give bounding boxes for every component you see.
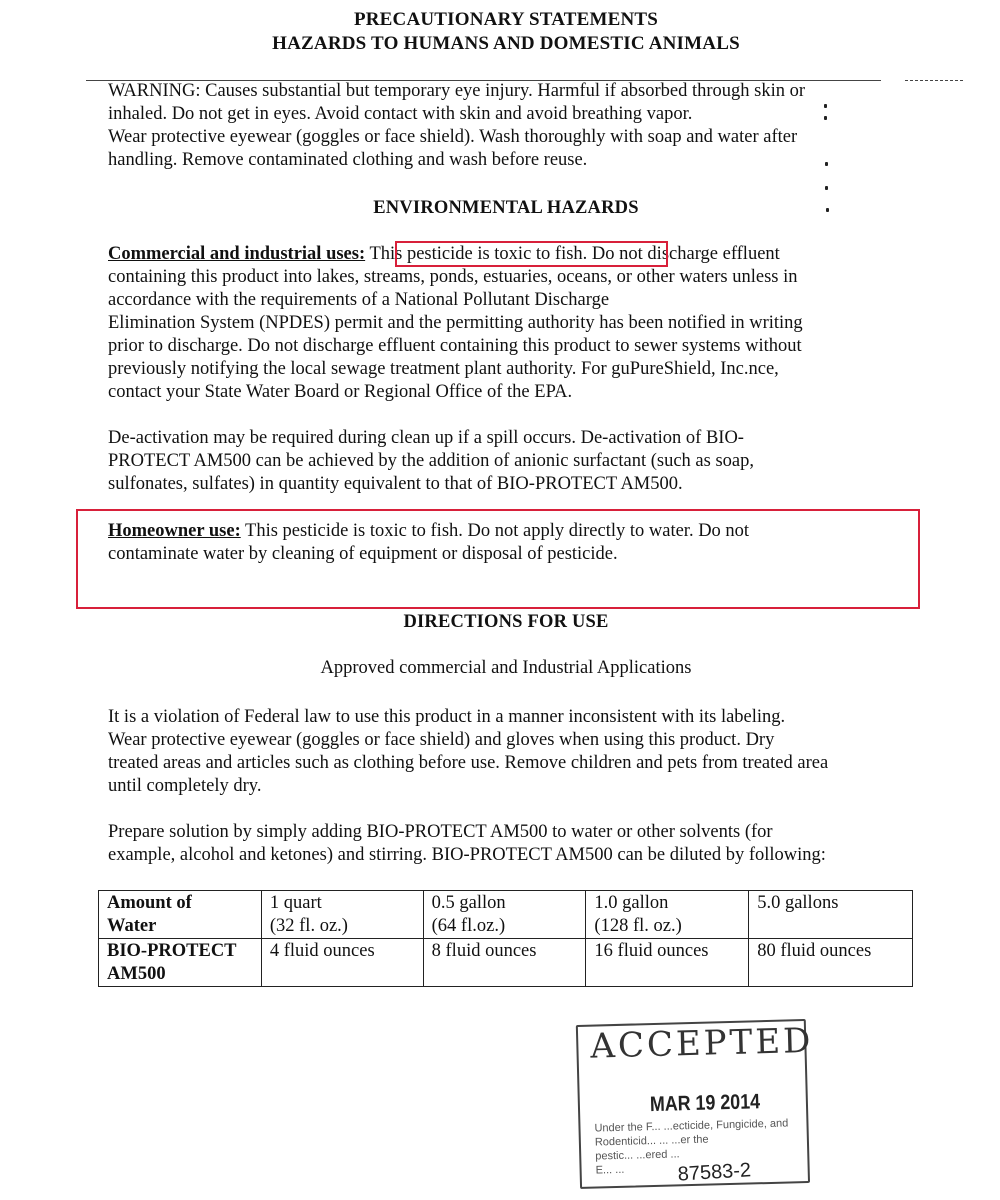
commercial-line: previously notifying the local sewage treatment plant authority. For guPureShield, Inc.nce, [108, 359, 779, 379]
warning-line: inhaled. Do not get in eyes. Avoid contact with skin and avoid breathing vapor. [108, 104, 693, 124]
table-cell: 8 fluid ounces [423, 939, 586, 987]
scan-dot [824, 116, 827, 120]
homeowner-text: This pesticide is toxic to fish. Do not apply directly to water. Do not [240, 521, 750, 541]
section-title-environmental: ENVIRONMENTAL HAZARDS [373, 198, 639, 218]
commercial-line: Elimination System (NPDES) permit and the permitting authority has been notified in writing [108, 313, 803, 333]
commercial-line: containing this product into lakes, streams, ponds, estuaries, oceans, or other waters unless in [108, 267, 798, 287]
table-cell: 80 fluid ounces [749, 939, 913, 987]
table-cell: 4 fluid ounces [261, 939, 423, 987]
commercial-line: contact your State Water Board or Regional Office of the EPA. [108, 382, 573, 402]
deactivation-line: PROTECT AM500 can be achieved by the addition of anionic surfactant (such as soap, [108, 451, 754, 471]
directions-line: Wear protective eyewear (goggles or face shield) and gloves when using this product. Dry [108, 730, 775, 750]
annotation-box-toxic-fish [395, 241, 668, 267]
accepted-stamp [576, 1019, 814, 1195]
stamp-text: Rodenticid... ... ...er the [594, 1133, 709, 1149]
stamp-text: Under the F... ...ecticide, Fungicide, and [594, 1117, 789, 1135]
scan-dot [825, 186, 828, 190]
stamp-title: ACCEPTED [589, 1020, 814, 1067]
table-cell: 5.0 gallons [749, 891, 913, 939]
section-title-hazards-humans: HAZARDS TO HUMANS AND DOMESTIC ANIMALS [272, 33, 740, 54]
stamp-text: pestic... ...ered ... [595, 1148, 680, 1163]
stamp-text: E... ... [595, 1163, 625, 1177]
scan-dot [824, 104, 827, 108]
warning-line: Wear protective eyewear (goggles or face shield). Wash thoroughly with soap and water after [108, 127, 798, 147]
directions-line: It is a violation of Federal law to use this product in a manner inconsistent with its labeling. [108, 707, 786, 727]
table-row [99, 939, 913, 987]
directions-line: until completely dry. [108, 776, 262, 796]
warning-line: WARNING: Causes substantial but temporary eye injury. Harmful if absorbed through skin or [108, 81, 806, 101]
table-cell: BIO-PROTECT AM500 [99, 939, 262, 987]
directions-line: Prepare solution by simply adding BIO-PROTECT AM500 to water or other solvents (for [108, 822, 773, 842]
commercial-line: prior to discharge. Do not discharge effluent containing this product to sewer systems without [108, 336, 802, 356]
table-cell: Amount of Water [99, 891, 262, 939]
deactivation-line: sulfonates, sulfates) in quantity equivalent to that of BIO-PROTECT AM500. [108, 474, 683, 494]
commercial-highlight-text: This pesticide is toxic to fish. Do [369, 244, 615, 264]
table-cell: 1 quart (32 fl. oz.) [261, 891, 423, 939]
table-cell: 0.5 gallon (64 fl.oz.) [423, 891, 586, 939]
dilution-table [98, 890, 913, 987]
scan-rule-dashed [905, 80, 963, 81]
homeowner-label: Homeowner use: [108, 521, 241, 541]
deactivation-line: De-activation may be required during clean up if a spill occurs. De-activation of BIO- [108, 428, 744, 448]
homeowner-line [108, 520, 749, 543]
commercial-rest-text: not discharge effluent [614, 244, 780, 264]
scan-dot [825, 162, 828, 166]
table-row [99, 891, 913, 939]
directions-line: example, alcohol and ketones) and stirring. BIO-PROTECT AM500 can be diluted by following: [108, 845, 826, 865]
stamp-date: MAR 19 2014 [649, 1090, 761, 1117]
warning-line: handling. Remove contaminated clothing and wash before reuse. [108, 150, 588, 170]
commercial-uses-label: Commercial and industrial uses: [108, 244, 366, 264]
section-title-precautionary: PRECAUTIONARY STATEMENTS [353, 9, 659, 30]
commercial-line: accordance with the requirements of a National Pollutant Discharge [108, 290, 610, 310]
table-cell: 1.0 gallon (128 fl. oz.) [586, 891, 749, 939]
section-title-directions: DIRECTIONS FOR USE [403, 612, 609, 632]
directions-line: treated areas and articles such as clothing before use. Remove children and pets from treated area [108, 753, 829, 773]
homeowner-line: contaminate water by cleaning of equipment or disposal of pesticide. [108, 544, 618, 564]
table-cell: 16 fluid ounces [586, 939, 749, 987]
directions-subheading: Approved commercial and Industrial Applications [320, 658, 692, 678]
stamp-registration-number: 87583-2 [677, 1159, 752, 1186]
